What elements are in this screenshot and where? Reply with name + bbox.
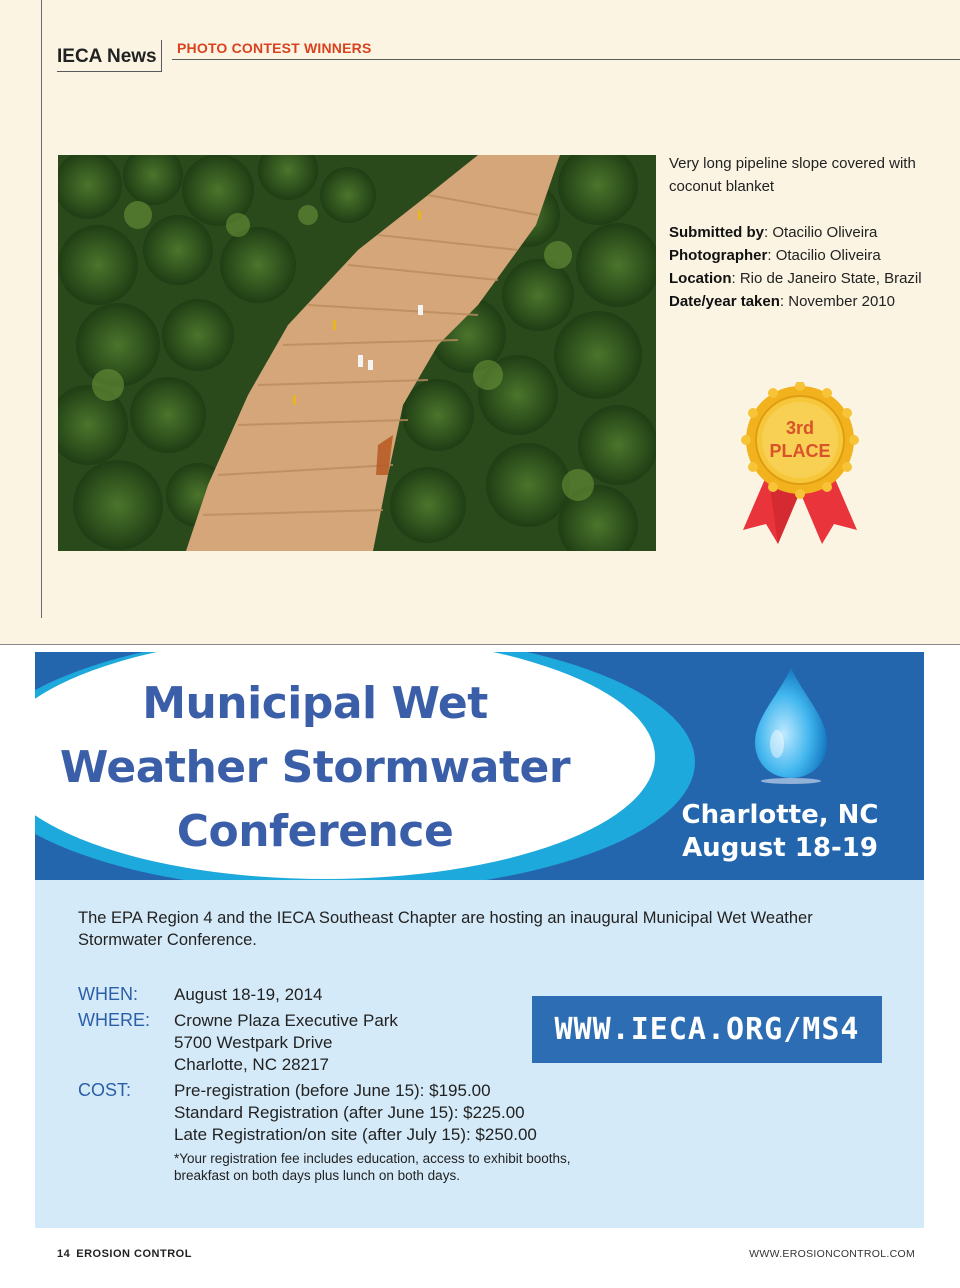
when-label: WHEN:: [78, 984, 138, 1004]
where-line-2: 5700 Westpark Drive: [174, 1033, 333, 1052]
brand-title: IECA News: [57, 46, 157, 67]
registration-note: *Your registration fee includes education, access to exhibit booths, breakfast on both days plus lunch on both days.: [174, 1151, 571, 1183]
publication-name: EROSION CONTROL: [76, 1248, 192, 1260]
medal-place: PLACE: [769, 441, 831, 461]
ad-title-line-2: Weather Stormwater: [59, 742, 571, 793]
ad-intro: The EPA Region 4 and the IECA Southeast Chapter are hosting an inaugural Municipal Wet Weather Stormwater Conference.: [78, 909, 813, 949]
where-line-3: Charlotte, NC 28217: [174, 1055, 329, 1074]
cost-line-2: Standard Registration (after June 15): $225.00: [174, 1103, 525, 1122]
medal-rank: 3rd: [785, 418, 814, 438]
caption-description: Very long pipeline slope covered with coconut blanket: [669, 155, 916, 195]
where-line-1: Crowne Plaza Executive Park: [174, 1011, 398, 1030]
left-margin-rule: [41, 0, 42, 618]
contest-photo: [58, 155, 656, 551]
pipeline-slope-illustration: [58, 155, 656, 551]
third-place-medal-icon: [738, 382, 862, 547]
ad-city: Charlotte, NC: [681, 800, 879, 830]
section-divider: [0, 644, 960, 645]
cost-line-3: Late Registration/on site (after July 15): $250.00: [174, 1125, 537, 1144]
header-rule: [172, 59, 960, 60]
caption-field-date: Date/year taken: November 2010: [669, 293, 895, 310]
ad-title-line-3: Conference: [176, 806, 454, 857]
section-label: PHOTO CONTEST WINNERS: [177, 40, 372, 56]
footer-website[interactable]: WWW.EROSIONCONTROL.COM: [749, 1248, 915, 1260]
page-number: 14: [57, 1248, 71, 1260]
when-value: August 18-19, 2014: [174, 985, 323, 1004]
conference-url-link[interactable]: WWW.IECA.ORG/MS4: [532, 996, 882, 1063]
ad-dates: August 18-19: [682, 833, 878, 863]
caption-field-location: Location: Rio de Janeiro State, Brazil: [669, 270, 922, 287]
caption-field-submitted-by: Submitted by: Otacilio Oliveira: [669, 224, 878, 241]
where-label: WHERE:: [78, 1010, 150, 1030]
caption-field-photographer: Photographer: Otacilio Oliveira: [669, 247, 881, 264]
conference-advertisement: [35, 652, 924, 1228]
cost-line-1: Pre-registration (before June 15): $195.00: [174, 1081, 491, 1100]
ad-location-dates: [675, 799, 885, 865]
footer-publication: [57, 1248, 192, 1260]
ad-title-line-1: Municipal Wet: [142, 678, 488, 729]
photo-caption: [669, 152, 954, 313]
brand-box: [57, 40, 162, 72]
cost-label: COST:: [78, 1080, 132, 1100]
water-drop-icon: [749, 666, 833, 791]
